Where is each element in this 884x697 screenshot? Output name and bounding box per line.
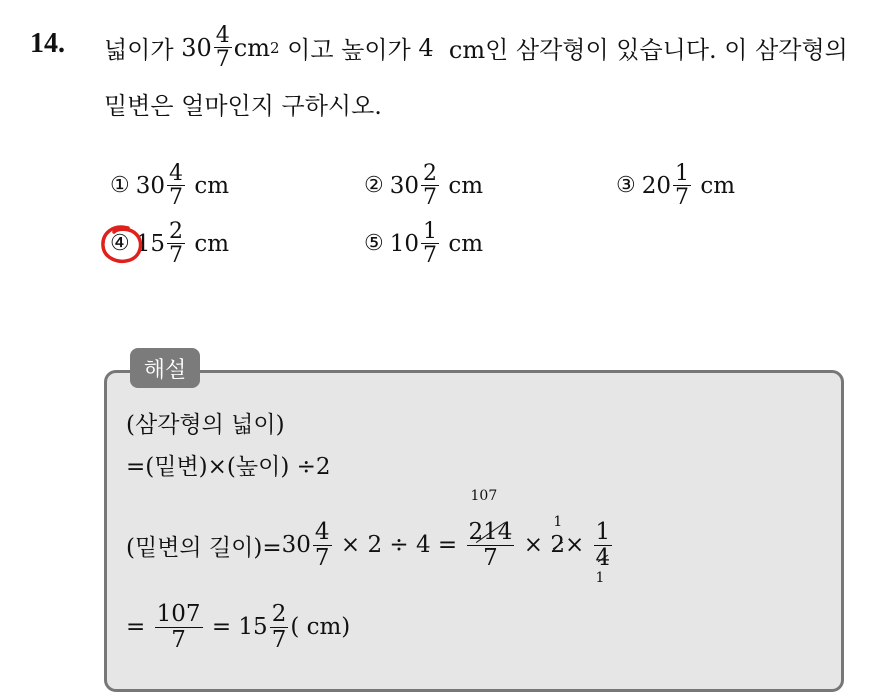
cancel-fraction-1: 107 $\frac{214}{7}$ <box>468 488 513 571</box>
area-fraction: $\frac{4}{7}$ <box>215 23 230 73</box>
choice-mark: ⑤ <box>364 231 384 257</box>
choice-whole: 15 <box>135 230 166 257</box>
explanation-badge: 해설 <box>130 348 200 388</box>
operators: × 2 ÷ 4 = <box>340 532 458 558</box>
choice-unit: cm <box>448 230 484 257</box>
choice-unit: cm <box>448 172 484 199</box>
question-number: 14. <box>30 28 65 59</box>
question-line-2: 밑변은 얼마인지 구하시오. <box>104 92 382 120</box>
area-unit: cm <box>233 33 270 62</box>
explanation-line-3 <box>126 488 614 590</box>
cancelled-numerator: 214 <box>468 519 513 546</box>
choice-1[interactable] <box>110 162 229 209</box>
mixed-fraction: $\frac{4}{7}$ <box>314 519 330 571</box>
choice-unit: cm <box>194 230 230 257</box>
choice-mark: ④ <box>110 231 130 257</box>
choice-whole: 10 <box>389 230 420 257</box>
mixed-whole: 30 <box>281 532 311 558</box>
equals-sign: = <box>126 614 146 640</box>
base-length-label: (밑변의 길이)= <box>126 534 282 561</box>
question-line-1 <box>104 24 848 71</box>
choice-whole: 30 <box>135 172 166 199</box>
answer-unit: ( cm) <box>290 614 351 640</box>
improper-fraction: $\frac{107}{7}$ <box>156 601 201 653</box>
choice-fraction: $\frac{1}{7}$ <box>423 219 438 269</box>
times-sign: × <box>523 532 543 558</box>
choice-mark: ② <box>364 173 384 199</box>
choice-fraction: $\frac{4}{7}$ <box>169 161 184 211</box>
choice-whole: 20 <box>641 172 672 199</box>
choice-fraction: $\frac{2}{7}$ <box>169 219 184 269</box>
question-text: cm인 삼각형이 있습니다. 이 삼각형의 <box>448 36 848 65</box>
choice-fraction: $\frac{1}{7}$ <box>675 161 690 211</box>
choice-3[interactable] <box>616 162 735 209</box>
cancel-two: 1 2 <box>550 514 565 558</box>
choice-mark: ③ <box>616 173 636 199</box>
height-value: 4 <box>418 33 434 62</box>
times-sign: × <box>564 532 585 558</box>
choice-mark: ① <box>110 173 130 199</box>
explanation-line-4 <box>126 596 350 658</box>
choice-whole: 30 <box>389 172 420 199</box>
choice-2[interactable] <box>364 162 483 209</box>
question-text: 이고 높이가 <box>287 36 411 65</box>
explanation-line-1: (삼각형의 넓이) <box>126 412 285 438</box>
equals-sign: = <box>211 614 232 640</box>
explanation-line-2: =(밑변)×(높이) ÷2 <box>126 454 331 480</box>
choice-unit: cm <box>194 172 230 199</box>
cancel-fraction-2: $\frac{1}{4}$ 1 <box>595 519 611 587</box>
area-whole: 30 <box>181 33 212 62</box>
reduced-numerator: 107 <box>470 488 498 505</box>
choice-fraction: $\frac{2}{7}$ <box>423 161 438 211</box>
answer-circle-mark <box>98 222 148 266</box>
answer-whole: 15 <box>238 614 268 640</box>
question-text: 넓이가 <box>104 36 174 65</box>
area-exponent: 2 <box>269 38 280 57</box>
choice-unit: cm <box>700 172 736 199</box>
choice-5[interactable] <box>364 220 483 267</box>
answer-fraction: $\frac{2}{7}$ <box>271 601 287 653</box>
